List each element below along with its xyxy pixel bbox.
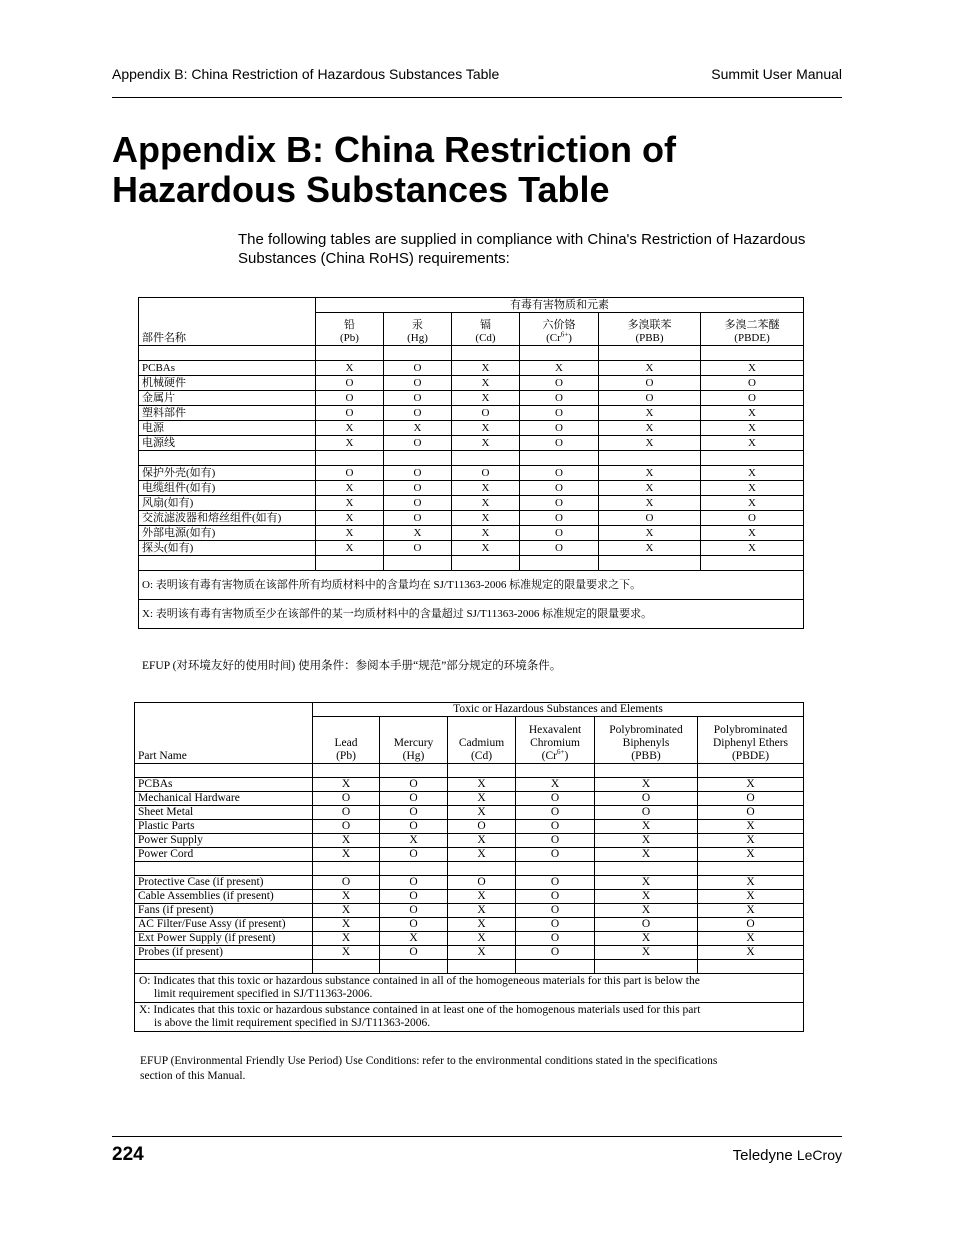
spacer-row <box>135 764 804 778</box>
table-cell: O <box>520 526 599 541</box>
running-header <box>112 64 842 84</box>
note-row <box>135 1003 804 1032</box>
part-name: 交流滤波器和熔丝组件(如有) <box>139 511 316 526</box>
column-header-mercury: 汞 (Hg) <box>384 313 452 346</box>
table-row <box>135 806 804 820</box>
table-row <box>135 904 804 918</box>
table-cell: X <box>599 541 701 556</box>
table-cell: X <box>595 890 698 904</box>
table-cell: O <box>384 496 452 511</box>
efup-en-line-1: EFUP (Environmental Friendly Use Period) Use Conditions: refer to the environmental conditions stated in the specifications <box>140 1055 718 1067</box>
part-name: Protective Case (if present) <box>135 876 313 890</box>
part-name: Cable Assemblies (if present) <box>135 890 313 904</box>
column-header-lead: Lead (Pb) <box>313 717 380 764</box>
table-cell: X <box>448 792 516 806</box>
table-cell: O <box>595 918 698 932</box>
table-cell: X <box>520 361 599 376</box>
table-cell: X <box>313 890 380 904</box>
part-name: PCBAs <box>139 361 316 376</box>
table-cell: X <box>384 526 452 541</box>
table-cell: X <box>448 932 516 946</box>
table-cell: X <box>316 511 384 526</box>
table-cell: X <box>698 904 804 918</box>
table-row <box>139 526 804 541</box>
table-cell: O <box>316 391 384 406</box>
table-row <box>135 778 804 792</box>
table-header-row <box>135 703 804 717</box>
table-cell: X <box>316 481 384 496</box>
part-name: 金属片 <box>139 391 316 406</box>
table-cell: O <box>380 792 448 806</box>
part-name: AC Filter/Fuse Assy (if present) <box>135 918 313 932</box>
table-cell: X <box>698 820 804 834</box>
note-row <box>135 974 804 1003</box>
table-cell: O <box>701 511 804 526</box>
table-cell: O <box>380 806 448 820</box>
table-cell: O <box>599 376 701 391</box>
table-cell: O <box>380 946 448 960</box>
table-cell: O <box>380 848 448 862</box>
table-cell: O <box>452 466 520 481</box>
table-cell: O <box>516 806 595 820</box>
table-cell: X <box>599 436 701 451</box>
table-cell: O <box>448 820 516 834</box>
table-cell: X <box>599 361 701 376</box>
table-row <box>139 421 804 436</box>
table-cell: O <box>516 904 595 918</box>
column-header-cadmium: 镉 (Cd) <box>452 313 520 346</box>
table-cell: O <box>701 391 804 406</box>
table-cell: X <box>595 834 698 848</box>
table-cell: X <box>313 834 380 848</box>
table-cell: X <box>316 496 384 511</box>
table-cell: O <box>520 481 599 496</box>
table-cell: O <box>520 436 599 451</box>
part-name: Fans (if present) <box>135 904 313 918</box>
table-cell: X <box>698 876 804 890</box>
table-cell: O <box>384 406 452 421</box>
table-row <box>139 376 804 391</box>
table-cell: O <box>520 511 599 526</box>
spacer-row <box>139 556 804 571</box>
table-row <box>139 466 804 481</box>
running-header-chapter: Appendix B: China Restriction of Hazardous Substances Table <box>112 66 500 82</box>
table-cell: O <box>520 421 599 436</box>
intro-line-2: Substances (China RoHS) requirements: <box>238 250 510 267</box>
table-cell: X <box>698 932 804 946</box>
table-cell: O <box>520 466 599 481</box>
column-header-chromium: 六价铬 $(Cr^{6+})$ <box>520 313 599 346</box>
table-cell: X <box>698 890 804 904</box>
brand-name-small: LeCroy <box>796 1147 842 1163</box>
table-cell: X <box>599 406 701 421</box>
table-cell: O <box>384 361 452 376</box>
table-cell: O <box>701 376 804 391</box>
table-row <box>139 541 804 556</box>
note-row <box>139 571 804 600</box>
table-row <box>139 511 804 526</box>
table-cell: X <box>452 496 520 511</box>
table-cell: X <box>452 526 520 541</box>
table-cell: O <box>599 391 701 406</box>
substance-group-header: 有毒有害物质和元素 <box>316 298 804 313</box>
table-cell: X <box>316 526 384 541</box>
table-cell: X <box>452 436 520 451</box>
note-o: O: 表明该有毒有害物质在该部件所有均质材料中的含量均在 SJ/T11363-2006 标准规定的限量要求之下。 <box>139 571 804 600</box>
column-header-pbde: Polybrominated Diphenyl Ethers (PBDE) <box>698 717 804 764</box>
table-cell: X <box>701 436 804 451</box>
table-cell: X <box>448 806 516 820</box>
table-cell: O <box>316 466 384 481</box>
part-name: Sheet Metal <box>135 806 313 820</box>
table-cell: O <box>520 541 599 556</box>
table-row <box>139 496 804 511</box>
note-row <box>139 600 804 629</box>
part-name: 电缆组件(如有) <box>139 481 316 496</box>
table-cell: O <box>380 890 448 904</box>
table-cell: X <box>701 481 804 496</box>
table-cell: X <box>701 526 804 541</box>
page-title-line-2: Hazardous Substances Table <box>112 169 610 210</box>
table-cell: X <box>452 391 520 406</box>
header-divider <box>112 97 842 98</box>
intro-line-1: The following tables are supplied in compliance with China's Restriction of Hazardous <box>238 231 806 248</box>
table-cell: O <box>516 890 595 904</box>
table-cell: X <box>698 778 804 792</box>
column-header-cadmium: Cadmium (Cd) <box>448 717 516 764</box>
table-row <box>135 918 804 932</box>
table-cell: O <box>384 436 452 451</box>
table-cell: O <box>316 376 384 391</box>
table-cell: O <box>520 496 599 511</box>
table-cell: O <box>380 876 448 890</box>
spacer-row <box>139 451 804 466</box>
part-name: Ext Power Supply (if present) <box>135 932 313 946</box>
table-cell: X <box>448 904 516 918</box>
table-row <box>135 946 804 960</box>
table-cell: X <box>599 481 701 496</box>
column-header-pbb: 多溴联苯 (PBB) <box>599 313 701 346</box>
table-cell: X <box>452 541 520 556</box>
part-name: 保护外壳(如有) <box>139 466 316 481</box>
table-cell: X <box>595 904 698 918</box>
table-cell: O <box>516 834 595 848</box>
table-row <box>139 361 804 376</box>
table-cell: X <box>698 834 804 848</box>
table-row <box>135 834 804 848</box>
running-header-manual-title: Summit User Manual <box>711 66 842 82</box>
table-cell: X <box>595 932 698 946</box>
column-header-pbde: 多溴二苯醚 (PBDE) <box>701 313 804 346</box>
table-cell: X <box>599 466 701 481</box>
column-header-lead: 铅 (Pb) <box>316 313 384 346</box>
efup-en-line-2: section of this Manual. <box>140 1070 246 1082</box>
table-cell: O <box>698 806 804 820</box>
table-cell: O <box>516 820 595 834</box>
column-header-pbb: Polybrominated Biphenyls (PBB) <box>595 717 698 764</box>
table-cell: X <box>595 820 698 834</box>
page-title-line-1: Appendix B: China Restriction of <box>112 129 677 170</box>
table-cell: X <box>448 890 516 904</box>
table-cell: O <box>595 792 698 806</box>
part-name: Power Cord <box>135 848 313 862</box>
table-cell: O <box>313 806 380 820</box>
table-cell: X <box>316 421 384 436</box>
table-cell: X <box>595 876 698 890</box>
table-cell: X <box>452 421 520 436</box>
table-cell: X <box>380 932 448 946</box>
table-cell: X <box>316 436 384 451</box>
table-cell: X <box>313 904 380 918</box>
efup-note-english <box>140 1054 800 1084</box>
table-cell: X <box>448 918 516 932</box>
table-cell: X <box>701 541 804 556</box>
table-cell: O <box>384 466 452 481</box>
table-cell: X <box>701 421 804 436</box>
table-cell: O <box>384 376 452 391</box>
page-number: 224 <box>112 1144 144 1165</box>
table-cell: O <box>316 406 384 421</box>
table-cell: X <box>595 946 698 960</box>
footer-divider <box>112 1136 842 1137</box>
note-x: X: Indicates that this toxic or hazardous substance contained in at least one of the homogenous materials used for this part is above the limit requirement specified in SJ/T11363-2006. <box>135 1003 804 1032</box>
part-name: Power Supply <box>135 834 313 848</box>
table-cell: O <box>520 391 599 406</box>
table-row <box>139 391 804 406</box>
part-name: 电源线 <box>139 436 316 451</box>
table-cell: O <box>384 511 452 526</box>
table-cell: O <box>599 511 701 526</box>
table-cell: O <box>384 391 452 406</box>
table-cell: X <box>448 946 516 960</box>
table-cell: O <box>448 876 516 890</box>
table-cell: O <box>380 918 448 932</box>
part-name: 探头(如有) <box>139 541 316 556</box>
table-row <box>135 876 804 890</box>
part-name: 风扇(如有) <box>139 496 316 511</box>
table-row <box>139 436 804 451</box>
table-cell: X <box>701 361 804 376</box>
table-cell: O <box>698 792 804 806</box>
table-cell: O <box>516 932 595 946</box>
table-cell: X <box>452 361 520 376</box>
table-cell: O <box>516 946 595 960</box>
page-title <box>112 130 832 210</box>
table-row <box>135 848 804 862</box>
part-name: 机械硬件 <box>139 376 316 391</box>
part-name: PCBAs <box>135 778 313 792</box>
table-cell: X <box>448 778 516 792</box>
table-cell: O <box>384 481 452 496</box>
table-cell: X <box>595 848 698 862</box>
table-cell: X <box>516 778 595 792</box>
table-cell: O <box>595 806 698 820</box>
table-row <box>135 890 804 904</box>
table-cell: O <box>698 918 804 932</box>
table-cell: X <box>701 466 804 481</box>
table-cell: X <box>313 932 380 946</box>
part-name: 外部电源(如有) <box>139 526 316 541</box>
table-cell: X <box>701 496 804 511</box>
table-cell: X <box>313 918 380 932</box>
table-cell: O <box>380 778 448 792</box>
table-cell: O <box>384 541 452 556</box>
table-cell: X <box>599 421 701 436</box>
table-cell: X <box>452 511 520 526</box>
note-x: X: 表明该有毒有害物质至少在该部件的某一均质材料中的含量超过 SJ/T11363-2006 标准规定的限量要求。 <box>139 600 804 629</box>
spacer-row <box>135 862 804 876</box>
table-cell: X <box>595 778 698 792</box>
table-cell: X <box>316 361 384 376</box>
column-header-chromium: Hexavalent Chromium $(Cr^{6+})$ <box>516 717 595 764</box>
table-cell: O <box>313 820 380 834</box>
table-cell: O <box>520 376 599 391</box>
column-header-mercury: Mercury (Hg) <box>380 717 448 764</box>
efup-note-chinese: EFUP (对环境友好的使用时间) 使用条件：参阅本手册“规范”部分规定的环境条件。 <box>142 660 562 672</box>
table-cell: X <box>313 848 380 862</box>
table-cell: X <box>599 526 701 541</box>
table-cell: X <box>313 778 380 792</box>
table-cell: O <box>380 904 448 918</box>
china-rohs-table-chinese <box>138 297 804 629</box>
table-cell: X <box>698 946 804 960</box>
intro-paragraph <box>238 230 838 268</box>
note-o: O: Indicates that this toxic or hazardous substance contained in all of the homogeneous materials for this part is below the limit requirement specified in SJ/T11363-2006. <box>135 974 804 1003</box>
part-name: Plastic Parts <box>135 820 313 834</box>
part-name: Probes (if present) <box>135 946 313 960</box>
table-cell: O <box>520 406 599 421</box>
spacer-row <box>139 346 804 361</box>
table-cell: O <box>313 792 380 806</box>
table-cell: X <box>698 848 804 862</box>
table-header-row <box>139 298 804 313</box>
footer-brand <box>733 1147 842 1164</box>
table-row <box>135 820 804 834</box>
table-cell: X <box>380 834 448 848</box>
table-cell: O <box>380 820 448 834</box>
table-cell: X <box>701 406 804 421</box>
part-name: Mechanical Hardware <box>135 792 313 806</box>
spacer-row <box>135 960 804 974</box>
table-cell: X <box>448 834 516 848</box>
table-row <box>139 406 804 421</box>
table-cell: O <box>516 876 595 890</box>
table-cell: O <box>313 876 380 890</box>
table-cell: X <box>452 376 520 391</box>
part-name-header: Part Name <box>135 703 313 764</box>
table-cell: O <box>516 792 595 806</box>
brand-name: Teledyne <box>732 1147 793 1164</box>
part-name-header: 部件名称 <box>139 298 316 346</box>
part-name: 塑料部件 <box>139 406 316 421</box>
table-cell: O <box>516 848 595 862</box>
table-cell: X <box>384 421 452 436</box>
table-row <box>135 792 804 806</box>
part-name: 电源 <box>139 421 316 436</box>
table-cell: X <box>448 848 516 862</box>
substance-group-header: Toxic or Hazardous Substances and Elements <box>313 703 804 717</box>
table-row <box>135 932 804 946</box>
table-cell: O <box>452 406 520 421</box>
table-row <box>139 481 804 496</box>
table-cell: X <box>452 481 520 496</box>
table-cell: X <box>599 496 701 511</box>
china-rohs-table-english <box>134 702 804 1032</box>
table-cell: O <box>516 918 595 932</box>
table-cell: X <box>316 541 384 556</box>
table-cell: X <box>313 946 380 960</box>
